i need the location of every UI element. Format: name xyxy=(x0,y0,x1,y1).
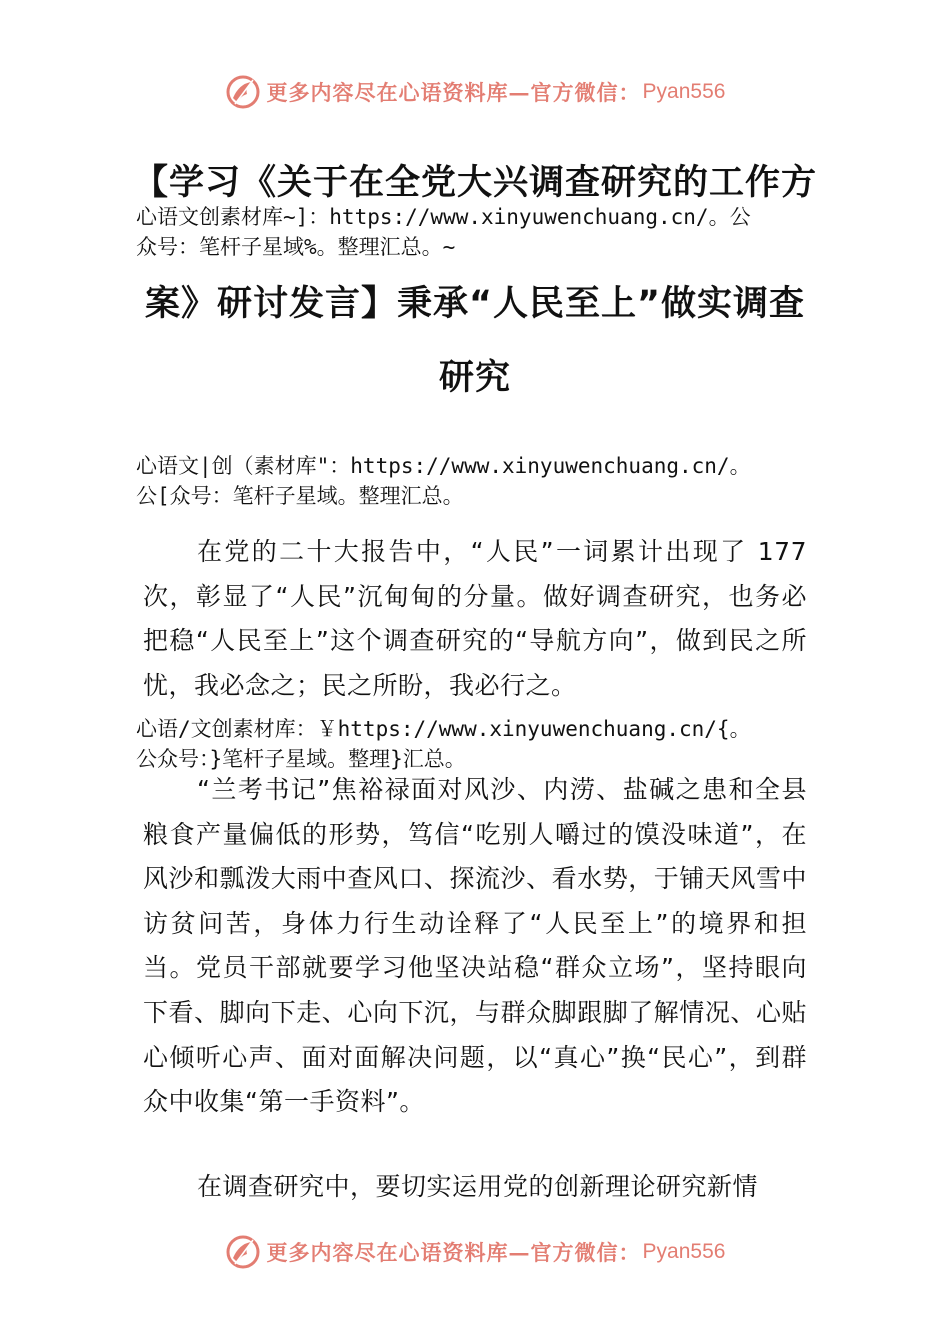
banner-text: 更多内容尽在心语资料库—官方微信： xyxy=(266,80,641,105)
banner-wechat-id: Pyan556 xyxy=(642,80,726,103)
header-banner xyxy=(0,72,950,112)
body-paragraph-2: “兰考书记”焦裕禄面对风沙、内涝、盐碱之患和全县粮食产量偏低的形势，笃信“吃别人嚼过的馍没味道”，在风沙和瓢泼大雨中查风口、探流沙、看水势，于铺天风雪中访贫问苦，身体力行生动诠释了“人民至上”的境界和担当。党员干部就要学习他坚决站稳“群众立场”，坚持眼向下看、脚向下走、心向下沉，与群众脚跟脚了解情况、心贴心倾听心声、面对面解决问题，以“真心”换“民心”，到群众中收集“第一手资料”。 xyxy=(143,775,807,1117)
watermark-line: 心语文创素材库~]：https://www.xinyuwenchuang.cn/。公 xyxy=(136,205,751,229)
watermark-line: 公众号：}笔杆子星域。整理}汇总。 xyxy=(136,747,466,771)
watermark-source-3 xyxy=(136,714,841,774)
banner-wechat-id: Pyan556 xyxy=(642,1240,726,1263)
footer-banner xyxy=(0,1232,950,1272)
body-paragraph-1: 在党的二十大报告中，“人民”一词累计出现了 177 次，彰显了“人民”沉甸甸的分量。做好调查研究，也务必把稳“人民至上”这个调查研究的“导航方向”，做到民之所忧，我必念之；民之所盼，我必行之。 xyxy=(143,537,807,700)
page-title-line-1: 【学习《关于在全党大兴调查研究的工作方 xyxy=(132,163,817,203)
page-title-line-3: 研究 xyxy=(438,358,511,398)
body-paragraph-3: 在调查研究中，要切实运用党的创新理论研究新情 xyxy=(197,1172,759,1201)
page-title-line-2: 案》研讨发言】秉承“人民至上”做实调查 xyxy=(144,284,805,324)
watermark-line: 心语/文创素材库：￥https://www.xinyuwenchuang.cn/{。 xyxy=(136,717,751,741)
brand-logo-icon xyxy=(225,74,261,110)
watermark-line: 心语文|创（素材库"：https://www.xinyuwenchuang.cn/。 xyxy=(136,454,751,478)
brand-logo-icon xyxy=(225,1234,261,1270)
banner-text: 更多内容尽在心语资料库—官方微信： xyxy=(266,1240,641,1265)
watermark-line: 众号：笔杆子星域%。整理汇总。~ xyxy=(136,235,456,259)
watermark-source-2 xyxy=(136,451,841,511)
watermark-source-1 xyxy=(136,202,841,262)
watermark-line: 公[众号：笔杆子星域。整理汇总。 xyxy=(136,484,464,508)
